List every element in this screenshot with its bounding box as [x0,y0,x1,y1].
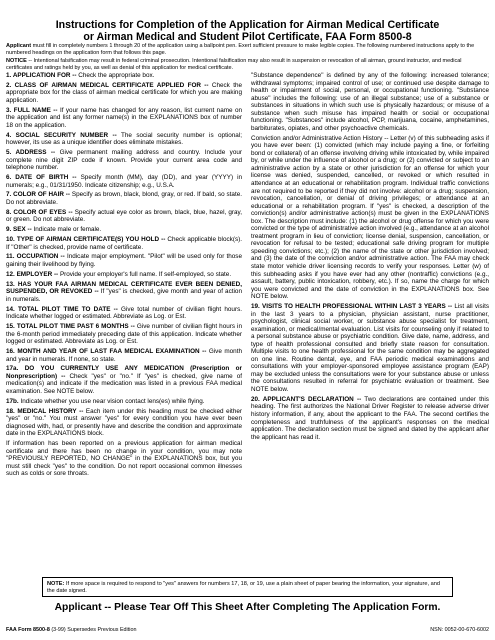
right-item-text: Conviction and/or Administrative Action History -- Letter (v) of this subheading asks if you have ever been: (1) convicted (which may include paying a fine, or forfeiting bond or collateral) of an offense involving driving while intoxicated by, while impaired by, or while under the influence of alcohol or a drug; or (2) convicted or subject to an administrative action by a state or other jurisdiction for an offense for which your license was denied, suspended, cancelled, or revoked or which resulted in attendance at an educational or rehabilitation program. Individual traffic convictions are not required to be reported if they did not involve: alcohol or a drug; suspension, revocation, cancellation, or denial of driving privileges; or attendance at an educational or a rehabilitation program. If "yes" is checked, a description of the conviction(s) and/or administrative action(s) must be given in the EXPLANATIONS box. The description must include: (1) the alcohol or drug offense for which you were convicted or the type of administrative action involved (e.g., attendance at an alcohol treatment program in lieu of conviction; license denial, suspension, cancellation, or revocation for refusal to be tested; educational safe driving program for multiple speeding convictions; etc.); (2) the name of the state or other jurisdiction involved; and (3) the date of the conviction and/or administrative action. The FAA may check state motor vehicle driver licensing records to verify your responses. Letter (w) of this subheading asks if you have ever had any other (nontraffic) convictions (e.g., assault, battery, public intoxication, robbery, etc.). If so, name the charge for which you were convicted and the date of conviction in the EXPLANATIONS box. See NOTE below. [251,134,489,301]
left-item-heading: 4. SOCIAL SECURITY NUMBER -- [6,131,117,139]
left-item-text: Specify as brown, black, blond, gray, or red. If bald, so state. Do not abbreviate. [6,191,242,206]
left-item-text: Check "yes" or "no." If "yes" is checked, give name of medication(s) and indicate if the medication was listed in a previous FAA medical examination. See NOTE below. [6,372,242,395]
left-item-4 [6,132,242,147]
left-item-heading: 17b. [6,397,19,405]
right-item-heading: 20. APPLICANT'S DECLARATION -- [251,395,362,403]
left-item-12 [6,271,242,279]
right-item-4 [251,396,489,441]
left-item-heading: 9. SEX -- [6,226,32,234]
nsn-number: NSN: 0052-00-670-6002 [430,627,489,633]
left-item-text: Check the appropriate box for the class of airman medical certificate for which you are making application. [6,81,243,104]
left-item-9 [6,226,242,234]
left-item-15 [6,323,242,346]
left-item-5 [6,149,242,172]
right-item-text: List all visits in the last 3 years to a physician, physician assistant, nurse practitioner, psychologist, clinical social worker, or substance abuse specialist for treatment, examination, or medical/mental evaluation. List visits for counseling only if related to a personal substance abuse or psychiatric condition. Give date, name, address, and type of health professional consulted and briefly state reason for consultation. Multiple visits to one health professional for the same condition may be aggregated on one line. Routine dental, eye, and FAA periodic medical examinations and consultations with your employer-sponsored employee assistance program (EAP) may be excluded unless the consultations were for your substance abuse or unless the consultations resulted in referral for psychiatric evaluation or treatment. See NOTE below. [251,303,490,394]
right-item-text: "Substance dependence" is defined by any of the following: increased tolerance; withdrawal symptoms; impaired control of use; or continued use despite damage to health or impairment of social, personal, or occupational functioning. "Substance abuse" includes the following: use of an illegal substance; use of a substance or substances in situations in which such use is physically hazardous; or misuse of a substance when such misuse has impaired health or social or occupational functioning. "Substances" include alcohol, PCP, marijuana, cocaine, amphetamines, barbiturates, opiates, and other psychoactive chemicals. [251,72,489,132]
right-item-text: Two declarations are contained under this heading. The first authorizes the National Driver Register to release adverse driver history information, if any, about the applicant to the FAA. The second certifies the completeness and truthfulness of the applicant's responses on the medical application. The declaration section must be signed and dated by the applicant after the applicant has read it. [251,395,489,441]
left-item-text: Give total number of civilian flight hours. Indicate whether logged or estimated. Abbreviate as Log. or Est. [6,305,242,321]
left-item-heading: 11. OCCUPATION -- [6,253,65,261]
left-item-20 [6,440,242,478]
right-column [251,72,489,443]
left-item-text: Provide your employer's full name. If self-employed, so state. [59,270,232,278]
left-item-text: Indicate whether you use near vision contact lens(es) while flying. [20,397,205,405]
notice-label: NOTICE [6,57,27,64]
left-item-heading: 6. DATE OF BIRTH -- [6,174,77,182]
left-item-text: Indicate major employment. "Pilot" will be used only for those gaining their livelihood by flying. [6,253,242,268]
left-item-heading: 3. FULL NAME -- [6,106,58,114]
left-item-heading: 15. TOTAL PILOT TIME PAST 6 MONTHS -- [6,323,135,331]
left-item-text: The social security number is optional; however, its use as a unique identifier does eliminate mistakes. [6,131,243,147]
tear-off-instruction: Applicant -- Please Tear Off This Sheet After Completing The Application Form. [54,602,441,613]
title-line-2: or Airman Medical and Student Pilot Certificate, FAA Form 8500-8 [83,31,412,43]
left-item-heading: 8. COLOR OF EYES -- [6,208,73,216]
left-item-text: Indicate male or female. [33,226,102,234]
form-label: FAA Form 8500-8 [6,627,50,633]
left-item-text: If your name has changed for any reason, list current name on the application and list any former name(s) in the EXPLANATIONS box of number 18 on the application. [6,106,243,129]
right-item-heading: 19. VISITS TO HEALTH PROFESSIONAL WITHIN LAST 3 YEARS -- [251,303,453,310]
left-item-19 [6,408,242,438]
form-edition: (3-99) Supersedes Previous Edition [51,627,137,633]
left-item-18 [6,398,242,406]
left-item-16 [6,348,242,363]
left-item-1 [6,72,242,80]
left-column [6,72,242,480]
left-item-text: Check the appropriate box. [78,72,155,79]
left-item-text: Give permanent mailing address and country. Include your complete nine digit ZIP code if known. Provide your current area code and telephone number. [6,149,242,172]
left-item-text: Specify month (MM), day (DD), and year (YYYY) in numerals; e.g., 01/31/1950. Indicate citizenship; e.g., U.S.A. [6,174,243,189]
left-item-heading: 14. TOTAL PILOT TIME TO DATE -- [6,305,118,313]
left-item-10 [6,236,242,251]
left-item-heading: 16. MONTH AND YEAR OF LAST FAA MEDICAL EXAMINATION -- [6,347,207,355]
left-item-heading: 18. MEDICAL HISTORY -- [6,407,84,415]
left-item-text: Give month and year in numerals. If none, so state. [6,347,242,363]
intro-paragraph [6,43,489,72]
left-item-text: Check applicable block(s). If "Other" is checked, provide name of certificate. [6,236,242,251]
left-item-3 [6,107,242,130]
left-item-2 [6,82,242,105]
title-line-1: Instructions for Completion of the Application for Airman Medical Certificate [55,19,440,31]
left-item-17 [6,365,242,395]
left-item-heading: 7. COLOR OF HAIR -- [6,191,71,199]
left-item-text: Each item under this heading must be checked either "yes" or "no." You must answer "yes" for every condition you have ever been diagnosed with, had, or presently have and describe the condition and approximate date in the EXPLANATIONS block. [6,407,242,438]
left-item-8 [6,209,242,224]
right-item-3 [251,303,489,394]
applicant-label: Applicant [6,43,32,49]
left-item-text: Specify actual eye color as brown, black, blue, hazel, gray, or green. Do not abbreviate. [6,208,242,224]
left-item-heading: 2. CLASS OF AIRMAN MEDICAL CERTIFICATE APPLIED FOR -- [6,81,209,89]
left-item-heading: 17a. DO YOU CURRENTLY USE ANY MEDICATION (Prescription or Nonprescription) -- [6,365,242,380]
page-footer [6,627,489,633]
left-item-heading: 1. APPLICATION FOR -- [6,72,77,79]
left-item-heading: 13. HAS YOUR FAA AIRMAN MEDICAL CERTIFICATE EVER BEEN DENIED, SUSPENDED, OR REVOKED -- [6,280,242,296]
left-item-13 [6,281,242,304]
note-box [42,577,453,597]
left-item-7 [6,191,242,206]
left-item-heading: 12. EMPLOYER -- [6,270,59,278]
notice-text: -- Intentional falsification may result in federal criminal prosecution. Intentional falsification may also result in suspension or revocation of all airman, ground instructor, and medical certificates and ratings held by you, as well as denial of this application for medical certificate. [6,57,462,71]
right-item-2 [251,135,489,301]
applicant-text: must fill in completely numbers 1 through 20 of the application using a ballpoint pen. Exert sufficient pressure to make legible copies. The following numbered instructions apply to the numbered headings on the application form that follows this page. [6,43,475,56]
left-item-heading: 5. ADDRESS -- [6,149,56,157]
left-item-heading: 10. TYPE OF AIRMAN CERTIFICATE(S) YOU HOLD -- [6,236,166,244]
left-item-14 [6,306,242,321]
left-item-text: Give number of civilian flight hours in the 6-month period immediately preceding date of this application. Indicate whether logged or estimated. Abbreviate as Log. or Est. [6,323,242,346]
note-text: If more space is required to respond to "yes" answers for numbers 17, 18, or 19, use a plain sheet of paper bearing the information, your signature, and the date signed. [47,581,440,594]
left-item-text: If information has been reported on a previous application for airman medical certificate and there has been no change in your condition, you may note "PREVIOUSLY REPORTED, NO CHANGE" in the EXPLANATIONS box, but you must still check "yes" to the condition. Do not report occasional common illnesses such as colds or sore throats. [6,440,242,478]
left-item-text: If "yes" is checked, give month and year of action in numerals. [6,288,242,303]
page-title [0,19,495,43]
right-item-1 [251,72,489,132]
left-item-6 [6,174,242,189]
left-item-11 [6,253,242,268]
note-label: NOTE: [47,581,65,587]
